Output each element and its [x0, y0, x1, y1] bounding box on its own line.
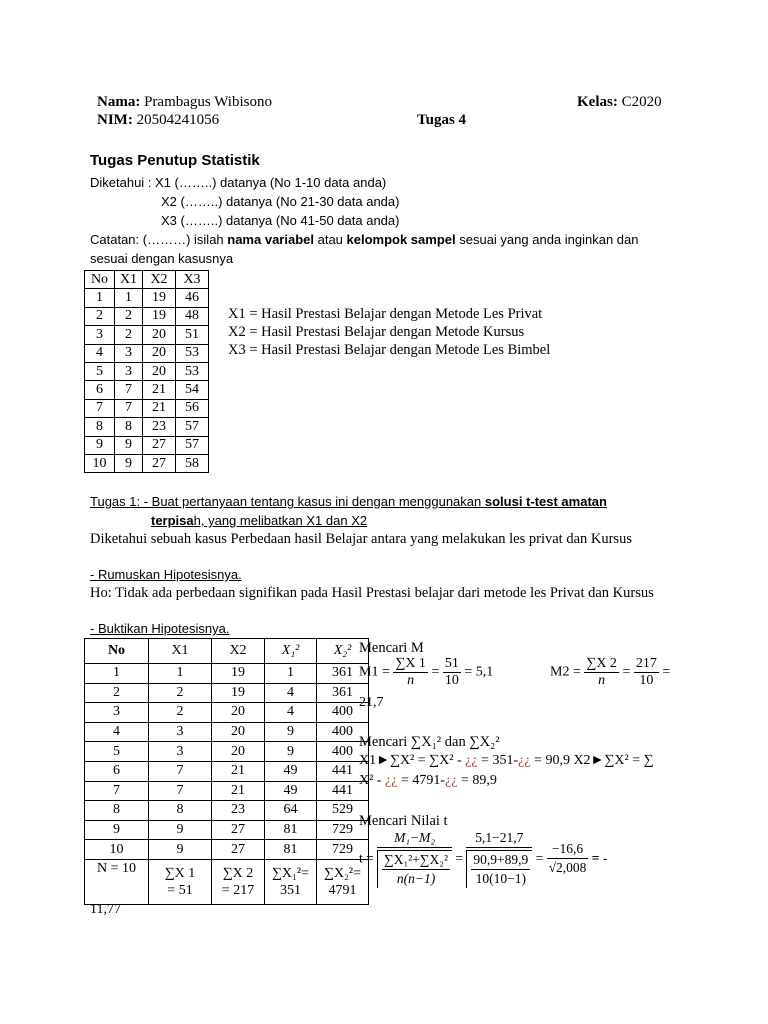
data-table-row — [85, 307, 209, 325]
known-line-3: X3 (……..) datanya (No 41-50 data anda) — [161, 213, 400, 228]
ttest-formula — [359, 829, 607, 888]
hypothesis-heading — [90, 567, 242, 582]
m1-num2: 51 — [444, 656, 459, 671]
data-table-row — [85, 399, 209, 417]
sum-x2-value: = 217 — [221, 882, 255, 898]
t-eq-2: = — [535, 850, 544, 866]
t1-den-den: n(n−1) — [396, 871, 436, 886]
sum-x2-label: ∑X 2 — [222, 865, 254, 881]
definition-x3: X3 = Hasil Prestasi Belajar dengan Metode Les Bimbel — [228, 342, 551, 358]
calc-header-no: No — [85, 639, 149, 664]
sumsq-l2-red2: ¿¿ — [444, 773, 458, 788]
calc-table-cell: 529 — [317, 801, 369, 821]
sumsq-l2-c: = 89,9 — [457, 773, 497, 788]
calc-table-row — [85, 664, 369, 684]
m1-fraction-2 — [443, 656, 461, 689]
t2-den-frac — [471, 851, 530, 888]
m1-num: ∑X 1 — [395, 656, 426, 671]
data-table-cell: 9 — [115, 454, 143, 472]
calc-header-x2: X2 — [212, 639, 265, 664]
data-table-cell: 21 — [143, 399, 176, 417]
nama-value: Prambagus Wibisono — [144, 94, 272, 110]
sumsq-l1-red2: ¿¿ — [518, 753, 531, 768]
calc-table-cell: 49 — [265, 761, 317, 781]
t-tail: = - — [591, 850, 608, 866]
data-table-cell: 51 — [176, 326, 209, 344]
ttest-heading: Mencari Nilai t — [359, 813, 448, 829]
t-fraction-2 — [466, 829, 532, 888]
calc-table-cell: 9 — [85, 820, 149, 840]
calc-sum-row — [85, 859, 369, 904]
data-table-cell: 3 — [85, 326, 115, 344]
calc-table-cell: 400 — [317, 722, 369, 742]
calc-table-cell: 9 — [149, 820, 212, 840]
calc-table-cell: 81 — [265, 820, 317, 840]
task-1-separate: terpisa — [151, 513, 194, 528]
data-table-cell: 1 — [85, 289, 115, 307]
calc-table-cell: 64 — [265, 801, 317, 821]
note-variable: nama variabel — [227, 232, 314, 247]
data-table-cell: 46 — [176, 289, 209, 307]
task-1-line-1 — [90, 494, 607, 509]
t-label: t = — [359, 850, 374, 866]
data-table-cell: 19 — [143, 289, 176, 307]
case-description: Diketahui sebuah kasus Perbedaan hasil Belajar antara yang melakukan les privat dan Kursus — [90, 531, 632, 547]
t1-den — [377, 850, 452, 888]
calc-table-row — [85, 683, 369, 703]
data-table-cell: 7 — [85, 399, 115, 417]
calc-table-cell: 19 — [212, 683, 265, 703]
m2-fraction-2 — [634, 656, 659, 689]
t3-den: √2,008 — [548, 860, 587, 875]
calc-table-cell: 21 — [212, 761, 265, 781]
sumsq-heading: Mencari ∑X₁² dan ∑X₂² — [359, 734, 500, 750]
calc-table-cell: 81 — [265, 840, 317, 860]
calc-table-cell: 441 — [317, 781, 369, 801]
t1-den-num: ∑X₁²+∑X₂² — [382, 851, 450, 870]
m2-fraction — [584, 656, 619, 689]
calc-table-cell: 1 — [265, 664, 317, 684]
data-table — [84, 270, 209, 473]
t3-num: −16,6 — [547, 840, 589, 859]
data-table-cell: 3 — [115, 362, 143, 380]
data-table-cell: 57 — [176, 418, 209, 436]
calc-table-cell: 4 — [265, 703, 317, 723]
calc-table-cell: 4 — [85, 722, 149, 742]
calc-table-row — [85, 703, 369, 723]
calc-table-cell: 9 — [265, 722, 317, 742]
data-table-cell: 56 — [176, 399, 209, 417]
calc-table-cell: 3 — [85, 703, 149, 723]
nim-value: 20504241056 — [136, 112, 220, 128]
calc-table-header — [85, 639, 369, 664]
calc-table-cell: 3 — [149, 722, 212, 742]
definition-x1: X1 = Hasil Prestasi Belajar dengan Metode Les Privat — [228, 306, 543, 322]
calc-table-row — [85, 722, 369, 742]
calc-table-row — [85, 761, 369, 781]
sum-x1sq-label: ∑X₁²= — [271, 865, 310, 881]
data-table-row — [85, 381, 209, 399]
m1-den: n — [407, 673, 415, 688]
null-hypothesis: Ho: Tidak ada perbedaan signifikan pada Hasil Prestasi belajar dari metode les Privat dan Kursus — [90, 585, 654, 601]
sum-x1sq-value: 351 — [280, 882, 301, 898]
calc-table-cell: 21 — [212, 781, 265, 801]
calc-table-row — [85, 801, 369, 821]
sumsq-l2-red: ¿¿ — [384, 773, 398, 788]
calc-table-cell: 441 — [317, 761, 369, 781]
mean-heading: Mencari M — [359, 640, 424, 656]
sum-x1-value: = 51 — [167, 882, 193, 898]
data-table-cell: 54 — [176, 381, 209, 399]
col-header-x1: X1 — [115, 271, 143, 289]
m2-label: M2 = — [550, 664, 581, 680]
calc-table-row — [85, 742, 369, 762]
calc-table-cell: 9 — [149, 840, 212, 860]
t1-num: M₁−M₂ — [377, 829, 452, 848]
m2-result: 21,7 — [359, 695, 384, 710]
data-table-cell: 8 — [115, 418, 143, 436]
data-table-header — [85, 271, 209, 289]
task-1-post: h, yang melibatkan X1 dan X2 — [193, 513, 368, 528]
calc-table-cell: 7 — [149, 761, 212, 781]
calc-table-row — [85, 840, 369, 860]
calc-table-cell: 20 — [212, 722, 265, 742]
t-fraction-3 — [547, 840, 589, 877]
note-mid: atau — [313, 232, 347, 247]
m1-fraction — [393, 656, 428, 689]
m1-result: = 5,1 — [464, 664, 494, 680]
note-post: sesuai yang anda inginkan dan — [455, 232, 639, 247]
calc-table-cell: 7 — [85, 781, 149, 801]
calc-table-cell: 9 — [265, 742, 317, 762]
calc-table-cell: 5 — [85, 742, 149, 762]
t1-den-frac — [382, 851, 450, 888]
student-id — [97, 112, 219, 129]
t-eq-1: = — [455, 850, 463, 866]
data-table-cell: 7 — [115, 399, 143, 417]
known-line-2: X2 (……..) datanya (No 21-30 data anda) — [161, 194, 400, 209]
data-table-cell: 19 — [143, 307, 176, 325]
calc-header-x1-squared: X₁² — [265, 639, 317, 664]
data-table-row — [85, 326, 209, 344]
task-1-pre: Tugas 1: - Buat pertanyaan tentang kasus ini dengan menggunakan — [90, 494, 485, 509]
t2-den-den: 10(10−1) — [475, 871, 526, 886]
kelas-value: C2020 — [621, 94, 662, 110]
sum-x2sq-value: 4791 — [328, 882, 357, 898]
mean-m1 — [359, 656, 493, 689]
data-table-cell: 3 — [115, 344, 143, 362]
col-header-x3: X3 — [176, 271, 209, 289]
data-table-cell: 5 — [85, 362, 115, 380]
sum-x1 — [149, 859, 212, 904]
col-header-x2: X2 — [143, 271, 176, 289]
data-table-cell: 7 — [115, 381, 143, 399]
calc-table-cell: 729 — [317, 820, 369, 840]
data-table-cell: 20 — [143, 362, 176, 380]
calc-table-cell: 8 — [85, 801, 149, 821]
calc-table-row — [85, 820, 369, 840]
calc-table — [84, 638, 369, 905]
sumsq-line-1 — [359, 753, 654, 769]
data-table-row — [85, 418, 209, 436]
data-table-cell: 27 — [143, 436, 176, 454]
calc-header-x1: X1 — [149, 639, 212, 664]
prove-heading: - Buktikan Hipotesisnya. — [90, 621, 230, 636]
calc-table-row — [85, 781, 369, 801]
calc-table-cell: 361 — [317, 683, 369, 703]
data-table-cell: 53 — [176, 344, 209, 362]
data-table-cell: 4 — [85, 344, 115, 362]
data-table-row — [85, 454, 209, 472]
m1-den2: 10 — [444, 673, 459, 688]
t-fraction-1 — [377, 829, 452, 888]
data-table-cell: 2 — [85, 307, 115, 325]
sumsq-line-2 — [359, 773, 497, 789]
col-header-no: No — [85, 271, 115, 289]
note-line-2: sesuai dengan kasusnya — [90, 251, 234, 266]
m1-eq: = — [431, 664, 440, 680]
calc-table-cell: 3 — [149, 742, 212, 762]
sumsq-l1-a: X1►∑X² = ∑X² - — [359, 753, 466, 768]
task-1-line-2 — [151, 513, 367, 528]
sum-x1-squared — [265, 859, 317, 904]
data-table-cell: 9 — [115, 436, 143, 454]
mean-m2 — [550, 656, 670, 689]
m2-eq-2: = — [662, 664, 671, 680]
calc-table-cell: 7 — [149, 781, 212, 801]
data-table-cell: 20 — [143, 326, 176, 344]
m2-num: ∑X 2 — [586, 656, 617, 671]
sumsq-l1-red: ¿¿ — [465, 753, 478, 768]
data-table-cell: 48 — [176, 307, 209, 325]
t2-num: 5,1−21,7 — [466, 829, 532, 848]
data-table-cell: 9 — [85, 436, 115, 454]
calc-table-cell: 8 — [149, 801, 212, 821]
m2-den: n — [598, 673, 606, 688]
sum-x1-label: ∑X 1 — [164, 865, 196, 881]
data-table-cell: 21 — [143, 381, 176, 399]
m2-den2: 10 — [639, 673, 654, 688]
calc-table-cell: 400 — [317, 742, 369, 762]
calc-table-cell: 400 — [317, 703, 369, 723]
note-sample: kelompok sampel — [346, 232, 456, 247]
calc-table-cell: 27 — [212, 840, 265, 860]
data-table-cell: 58 — [176, 454, 209, 472]
data-table-cell: 23 — [143, 418, 176, 436]
calc-table-cell: 1 — [149, 664, 212, 684]
data-table-cell: 1 — [115, 289, 143, 307]
sumsq-l2-a: X² - — [359, 773, 385, 788]
page-title: Tugas Penutup Statistik — [90, 152, 260, 169]
m1-label: M1 = — [359, 664, 390, 680]
data-table-cell: 27 — [143, 454, 176, 472]
data-table-cell: 53 — [176, 362, 209, 380]
sumsq-l1-b: = 351- — [477, 753, 519, 768]
calc-header-x2-squared: X₂² — [317, 639, 369, 664]
sum-n: N = 10 — [85, 859, 149, 904]
t-result: 11,77 — [90, 902, 121, 917]
known-line-1: Diketahui : X1 (……..) datanya (No 1-10 data anda) — [90, 175, 387, 190]
note-line-1 — [90, 232, 639, 247]
task-1-method: solusi t-test amatan — [484, 494, 607, 509]
calc-table-cell: 6 — [85, 761, 149, 781]
calc-table-cell: 729 — [317, 840, 369, 860]
data-table-cell: 2 — [115, 326, 143, 344]
student-name — [97, 94, 272, 111]
calc-table-cell: 27 — [212, 820, 265, 840]
calc-table-cell: 361 — [317, 664, 369, 684]
calc-table-cell: 2 — [85, 683, 149, 703]
data-table-row — [85, 344, 209, 362]
data-table-cell: 57 — [176, 436, 209, 454]
definition-x2: X2 = Hasil Prestasi Belajar dengan Metode Kursus — [228, 324, 525, 340]
data-table-row — [85, 436, 209, 454]
data-table-cell: 8 — [85, 418, 115, 436]
calc-table-cell: 49 — [265, 781, 317, 801]
data-table-cell: 10 — [85, 454, 115, 472]
data-table-cell: 2 — [115, 307, 143, 325]
calc-table-cell: 23 — [212, 801, 265, 821]
data-table-row — [85, 362, 209, 380]
t2-den-num: 90,9+89,9 — [471, 851, 530, 870]
hypothesis-heading-text: - Rumuskan Hipotesisnya. — [90, 567, 242, 582]
calc-table-cell: 19 — [212, 664, 265, 684]
calc-table-cell: 2 — [149, 683, 212, 703]
class-info — [577, 94, 662, 111]
sum-x2 — [212, 859, 265, 904]
calc-table-cell: 4 — [265, 683, 317, 703]
calc-table-cell: 20 — [212, 703, 265, 723]
m2-num2: 217 — [635, 656, 657, 671]
note-pre: Catatan: (………) isilah — [90, 232, 228, 247]
kelas-label: Kelas: — [577, 94, 618, 110]
nim-label: NIM: — [97, 112, 133, 128]
m2-eq: = — [622, 664, 631, 680]
t2-den — [466, 850, 532, 888]
assignment-title: Tugas 4 — [417, 112, 467, 128]
calc-table-cell: 10 — [85, 840, 149, 860]
calc-table-cell: 2 — [149, 703, 212, 723]
data-table-row — [85, 289, 209, 307]
calc-table-cell: 1 — [85, 664, 149, 684]
data-table-cell: 20 — [143, 344, 176, 362]
sumsq-l2-b: = 4791- — [397, 773, 445, 788]
sumsq-l1-c: = 90,9 X2►∑X² = ∑ — [530, 753, 654, 768]
sum-x2sq-label: ∑X₂²= — [323, 865, 362, 881]
calc-table-cell: 20 — [212, 742, 265, 762]
nama-label: Nama: — [97, 94, 141, 110]
data-table-cell: 6 — [85, 381, 115, 399]
